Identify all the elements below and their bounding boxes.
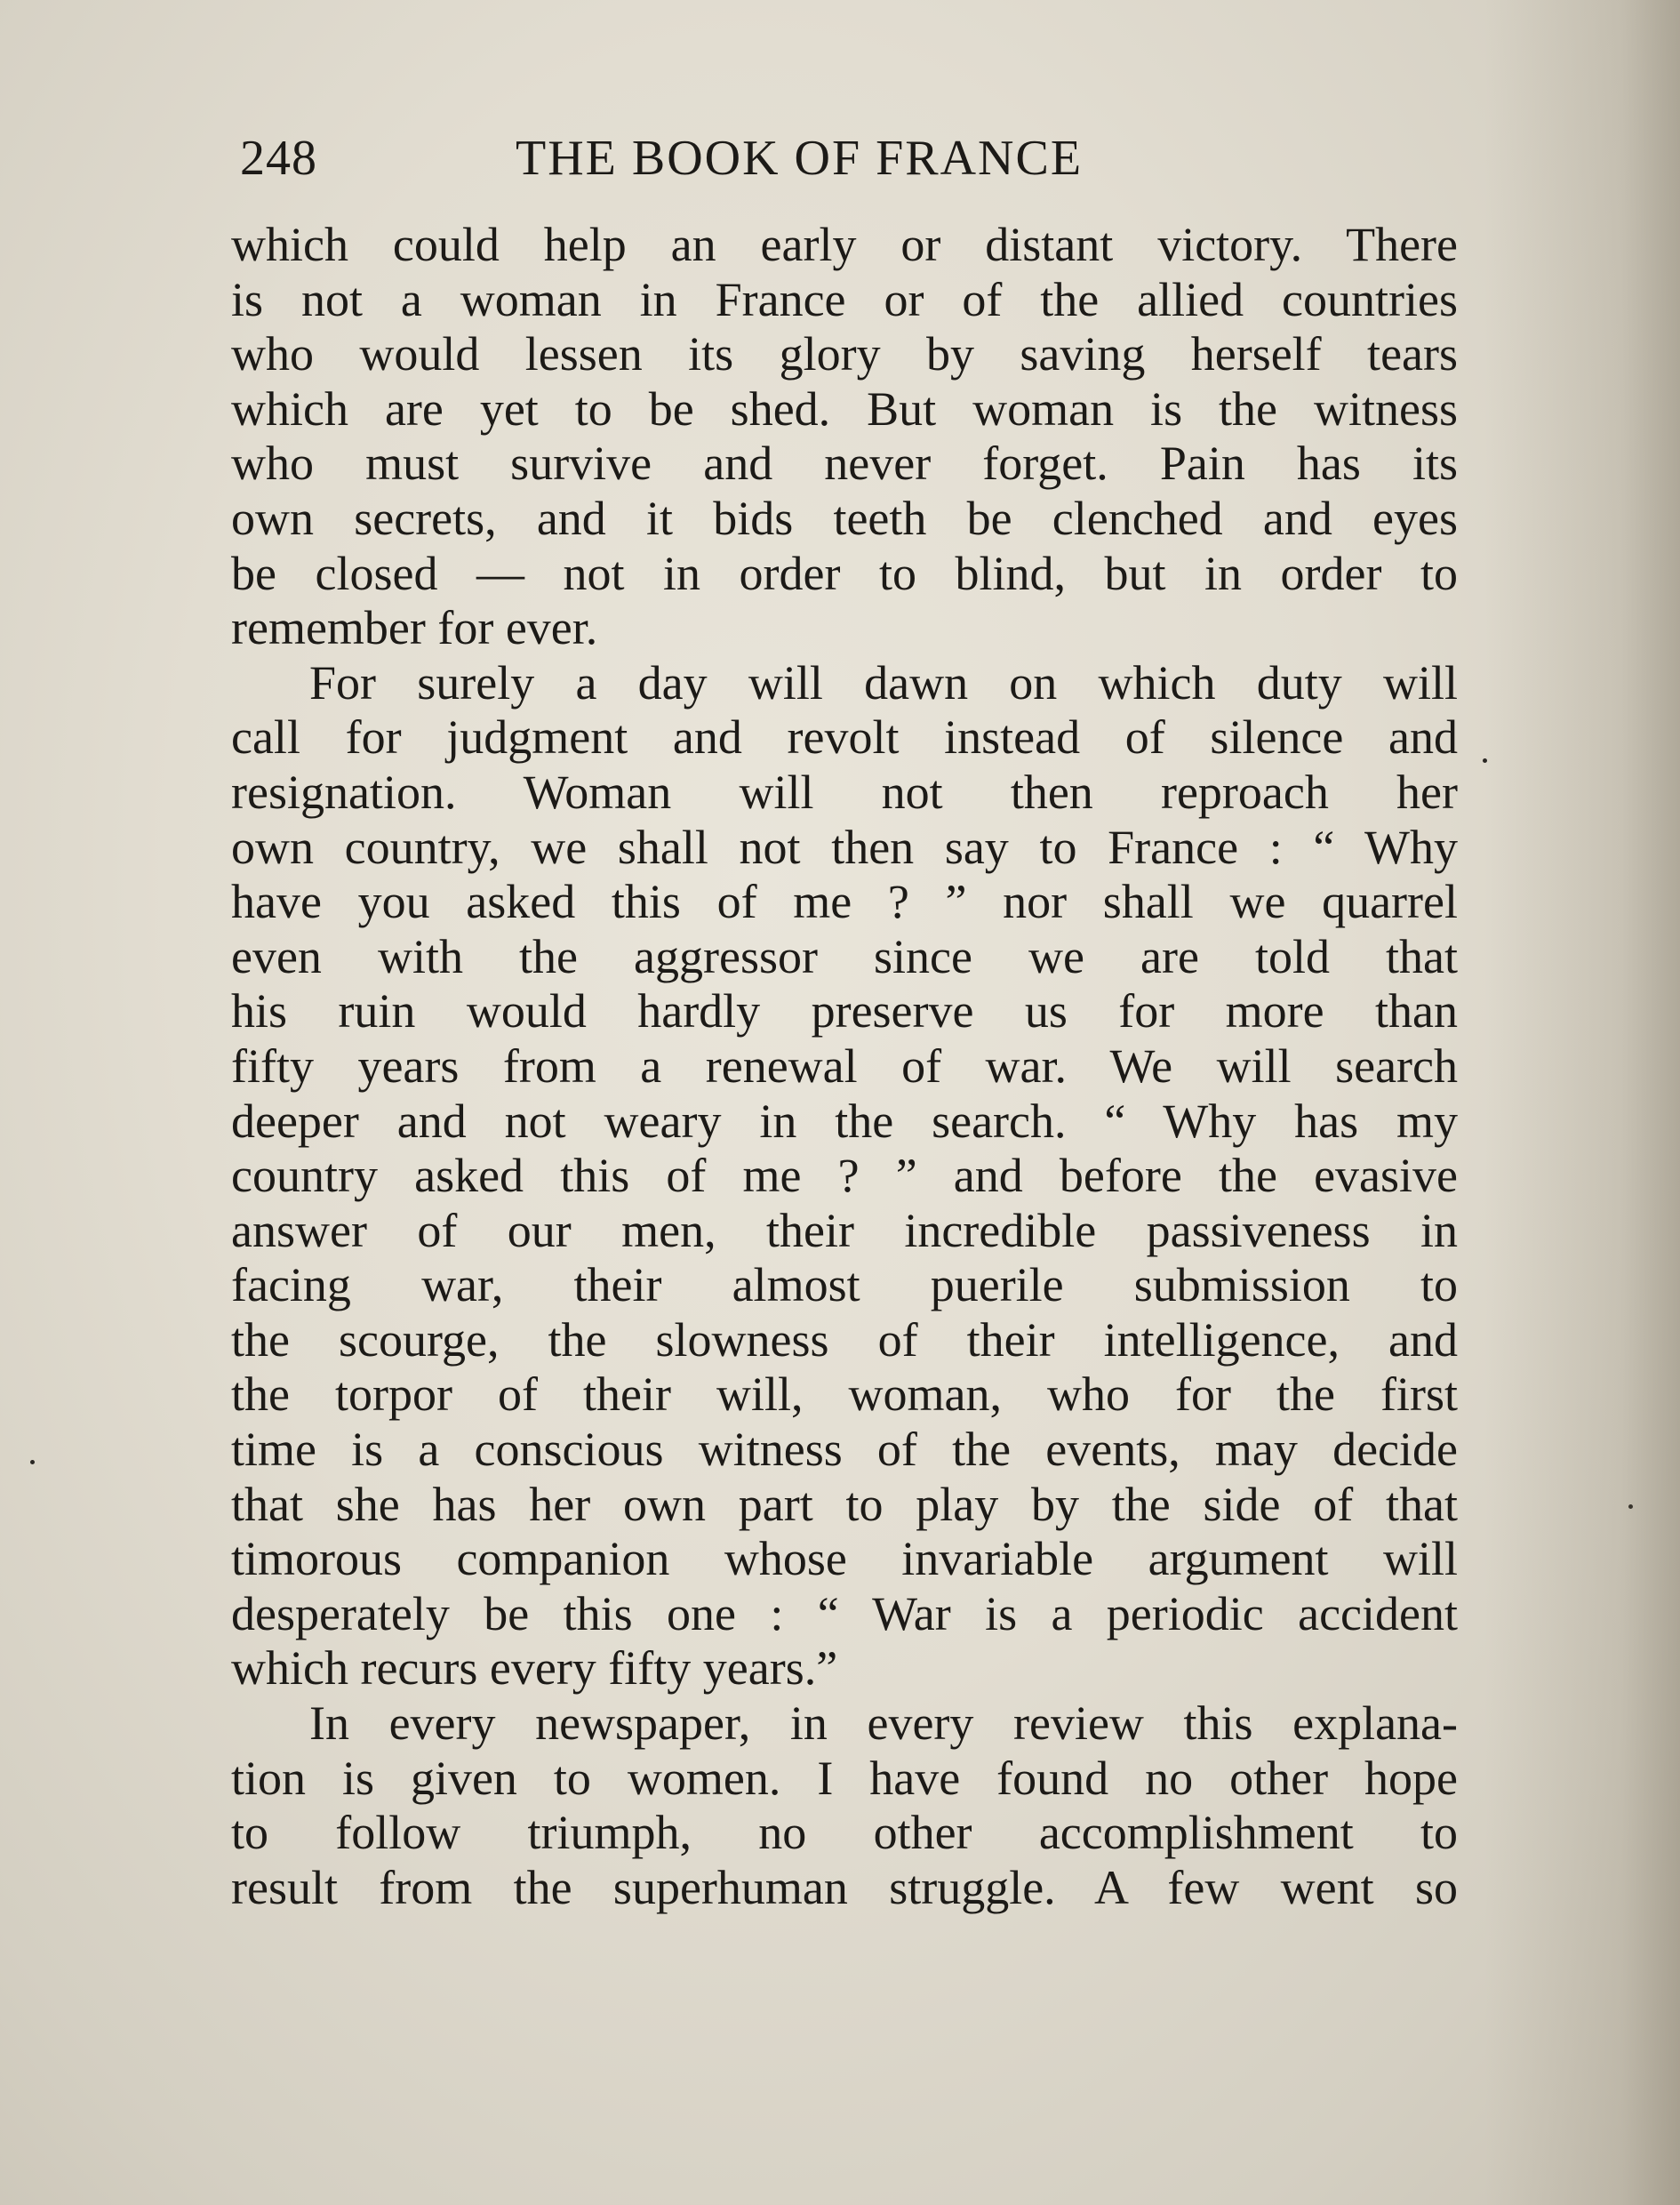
- text-line: For surely a day will dawn on which duty will: [309, 655, 1458, 710]
- text-line: desperately be this one : “ War is a periodic accident: [231, 1586, 1458, 1640]
- text-line: even with the aggressor since we are told that: [231, 929, 1458, 983]
- text-line: answer of our men, their incredible passiveness in: [231, 1203, 1458, 1257]
- text-line: facing war, their almost puerile submission to: [231, 1258, 1458, 1312]
- text-line: In every newspaper, in every review this explana-: [309, 1696, 1458, 1751]
- running-title: THE BOOK OF FRANCE: [516, 131, 1084, 186]
- text-line: his ruin would hardly preserve us for more than: [231, 984, 1458, 1038]
- text-line: the torpor of their will, woman, who for the first: [231, 1367, 1458, 1422]
- text-line: result from the superhuman struggle. A few went so: [231, 1860, 1458, 1914]
- text-line: to follow triumph, no other accomplishment to: [231, 1806, 1458, 1860]
- text-line: own secrets, and it bids teeth be clenched and eyes: [231, 491, 1458, 545]
- text-line: time is a conscious witness of the events, may decide: [231, 1423, 1458, 1477]
- text-line: which are yet to be shed. But woman is the witness: [231, 381, 1458, 436]
- text-line: own country, we shall not then say to France : “ Why: [231, 820, 1458, 874]
- text-line: fifty years from a renewal of war. We will search: [231, 1038, 1458, 1093]
- text-line: who would lessen its glory by saving herself tears: [231, 327, 1458, 381]
- text-line: remember for ever.: [231, 601, 598, 655]
- text-line: deeper and not weary in the search. “ Why has my: [231, 1094, 1458, 1148]
- text-line: is not a woman in France or of the allied countries: [231, 272, 1458, 326]
- text-line: resignation. Woman will not then reproach her: [231, 765, 1458, 819]
- text-line: tion is given to women. I have found no other hope: [231, 1751, 1458, 1805]
- text-line: the scourge, the slowness of their intelligence, and: [231, 1312, 1458, 1367]
- text-line: have you asked this of me ? ” nor shall we quarrel: [231, 875, 1458, 929]
- body-text: [231, 218, 1458, 1915]
- text-line: timorous companion whose invariable argument will: [231, 1532, 1458, 1586]
- text-line: country asked this of me ? ” and before the evasive: [231, 1149, 1458, 1203]
- ink-speck: [30, 1460, 35, 1464]
- text-line: be closed — not in order to blind, but in order to: [231, 546, 1458, 600]
- running-head: [240, 130, 1200, 192]
- text-line: who must survive and never forget. Pain has its: [231, 437, 1458, 491]
- text-line: which recurs every fifty years.”: [231, 1641, 838, 1696]
- ink-speck: [1483, 758, 1487, 763]
- ink-speck: [1628, 1504, 1633, 1509]
- text-line: which could help an early or distant victory. There: [231, 218, 1458, 271]
- text-line: call for judgment and revolt instead of silence and: [231, 710, 1458, 765]
- page-number: 248: [240, 131, 317, 186]
- text-line: that she has her own part to play by the side of that: [231, 1477, 1458, 1531]
